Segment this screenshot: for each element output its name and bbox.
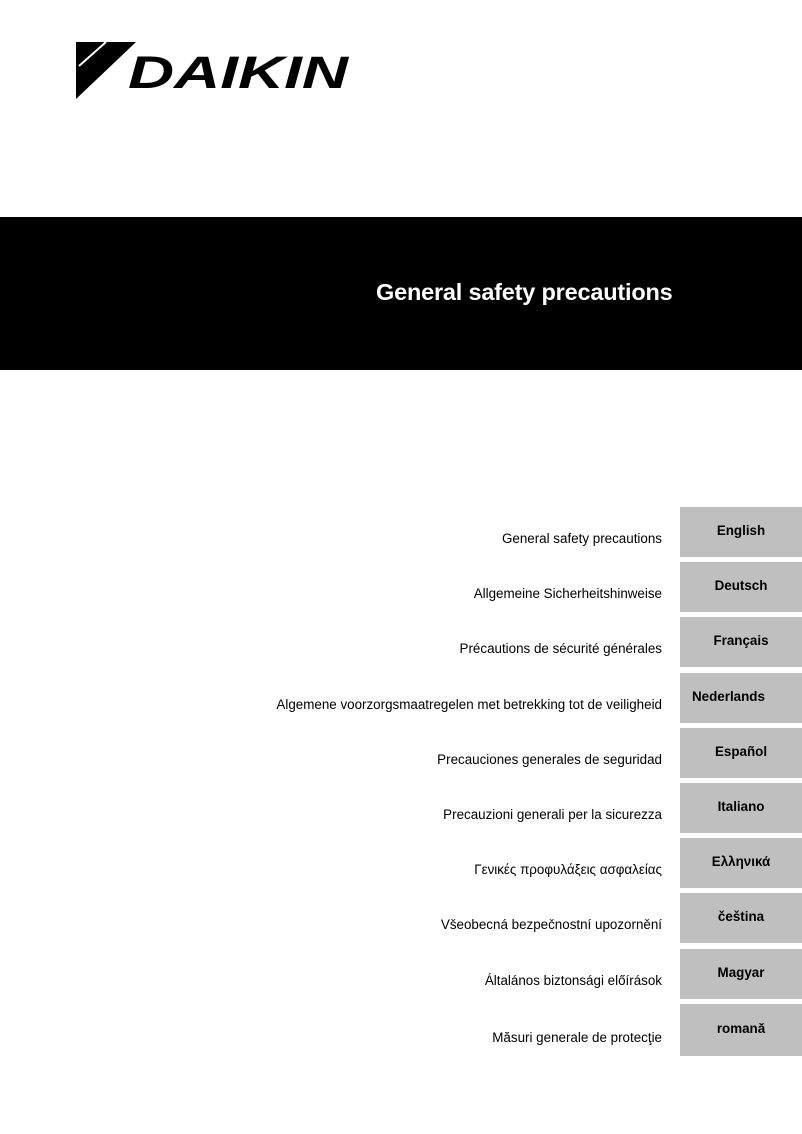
language-tab-label: romană — [716, 1020, 766, 1036]
language-tab-label: Magyar — [717, 964, 765, 980]
language-row — [0, 893, 802, 944]
language-row — [0, 562, 802, 613]
language-tab-english[interactable] — [680, 507, 802, 557]
language-tab-italiano[interactable] — [680, 783, 802, 833]
page-title: General safety precautions — [376, 279, 673, 305]
language-row — [0, 617, 802, 668]
language-row — [0, 507, 802, 558]
daikin-logo-icon — [76, 42, 350, 100]
language-section-title: Algemene voorzorgsmaatregelen met betrekking tot de veiligheid — [276, 697, 662, 712]
language-tab-espanol[interactable] — [680, 728, 802, 778]
language-section-title: Măsuri generale de protecţie — [492, 1030, 662, 1045]
language-row — [0, 1004, 802, 1055]
language-tab-label: Deutsch — [714, 577, 768, 593]
language-row — [0, 949, 802, 1000]
language-tab-label: Ελληνικά — [711, 853, 771, 869]
language-tab-romana[interactable] — [680, 1004, 802, 1056]
language-section-title: Allgemeine Sicherheitshinweise — [473, 586, 662, 601]
language-tab-label: čeština — [717, 908, 765, 924]
language-section-title: Γενικές προφυλάξεις ασφαλείας — [474, 862, 662, 877]
language-row — [0, 728, 802, 779]
language-section-title: General safety precautions — [501, 531, 662, 546]
language-tab-nederlands[interactable] — [680, 673, 802, 723]
language-tab-greek[interactable] — [680, 838, 802, 888]
language-row — [0, 783, 802, 834]
language-tab-magyar[interactable] — [680, 949, 802, 999]
language-tab-label: Italiano — [717, 798, 765, 814]
language-section-title: Precauciones generales de seguridad — [437, 752, 662, 767]
language-tab-label: Nederlands — [692, 688, 765, 704]
language-tab-cestina[interactable] — [680, 893, 802, 943]
language-tab-deutsch[interactable] — [680, 562, 802, 612]
language-tab-label: Español — [714, 743, 768, 759]
language-tab-francais[interactable] — [680, 617, 802, 667]
daikin-logo — [76, 42, 350, 100]
language-tab-label: English — [716, 522, 766, 538]
language-section-title: Általános biztonsági előírások — [484, 973, 662, 988]
language-row — [0, 838, 802, 889]
language-section-title: Precauzioni generali per la sicurezza — [443, 807, 662, 822]
language-section-title: Précautions de sécurité générales — [459, 641, 662, 656]
language-tab-label: Français — [713, 632, 769, 648]
brand-name: DAIKIN — [128, 47, 350, 98]
language-section-title: Všeobecná bezpečnostní upozornění — [440, 917, 662, 932]
language-row — [0, 673, 802, 724]
